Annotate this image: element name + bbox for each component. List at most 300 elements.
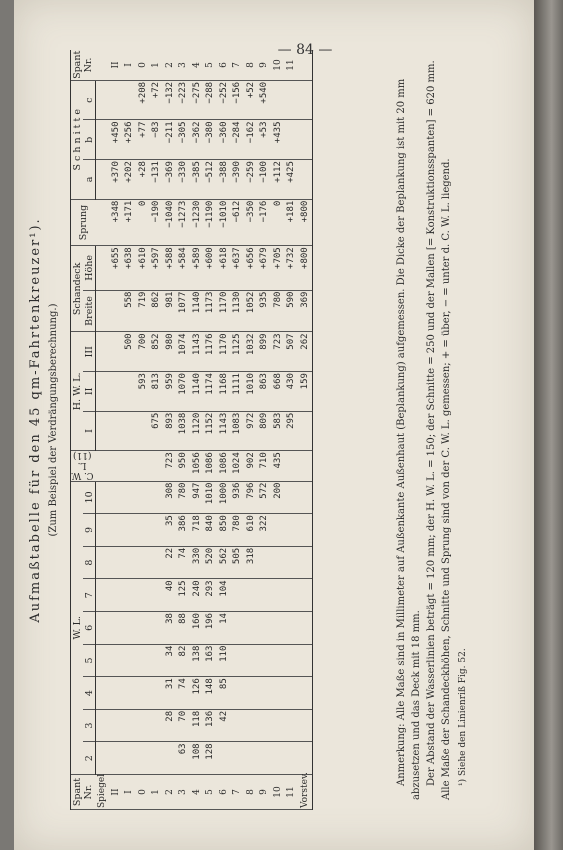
cell-hoehe: +638: [123, 246, 137, 290]
cell-schnitt-c: [299, 80, 313, 120]
cell-wl: [110, 546, 124, 579]
cell-breite: 369: [299, 290, 313, 332]
cell-breite: 590: [285, 290, 299, 332]
cell-breite: 935: [258, 290, 272, 332]
table-row: [164, 50, 178, 810]
cell-wl: 240: [191, 579, 205, 612]
cell-hwl: 700: [137, 332, 151, 372]
cell-cwl: 950: [177, 451, 191, 481]
note-abstand: Der Abstand der Wasserlinien beträgt = 120 mm; der H. W. L. = 150; der Schnitte = 250 und der Mallen [= Konstruktionsspanten] = 620 mm. Alle Maße der Schandeckhöhen, Schnitte und Sprung sind von der C. W. L. gemessen; + = über, − = unter d. C. W. L. liegend.: [426, 60, 452, 800]
cell-schnitt-b: [299, 120, 313, 160]
header-hwl-III: III: [83, 332, 96, 372]
cell-hoehe: +618: [218, 246, 232, 290]
cell-wl: [150, 677, 164, 710]
row-label: 9: [258, 775, 272, 810]
cell-hwl: 675: [150, 411, 164, 451]
cell-cwl: [150, 451, 164, 481]
cell-cwl: [96, 451, 110, 481]
cell-wl: 936: [231, 481, 245, 514]
cell-wl: [96, 579, 110, 612]
header-wl-10: 10: [83, 481, 96, 514]
cell-wl: [137, 742, 151, 775]
cell-wl: 318: [245, 546, 259, 579]
cell-hoehe: +589: [191, 246, 205, 290]
cell-sprung: −1230: [191, 199, 205, 246]
cell-cwl: 902: [245, 451, 259, 481]
book-binding: [534, 0, 563, 850]
cell-schnitt-c: [96, 80, 110, 120]
cell-wl: [299, 612, 313, 645]
cell-wl: [285, 579, 299, 612]
row-label: 5: [204, 775, 218, 810]
cell-wl: [272, 644, 286, 677]
header-schandeck-1: Höhe: [83, 246, 96, 290]
header-cwl: C. W. L. (11): [71, 451, 96, 481]
header-wl: W. L.: [71, 481, 84, 775]
cell-breite: 719: [137, 290, 151, 332]
cell-cwl: [285, 451, 299, 481]
cell-hwl: 980: [164, 332, 178, 372]
cell-hwl: 1074: [177, 332, 191, 372]
cell-wl: [299, 677, 313, 710]
cell-wl: [299, 644, 313, 677]
cell-schnitt-a: −385: [191, 160, 205, 200]
cell-cwl: 1024: [231, 451, 245, 481]
cell-wl: 562: [218, 546, 232, 579]
cell-wl: 505: [231, 546, 245, 579]
row-label: 2: [164, 775, 178, 810]
cell-wl: 1000: [218, 481, 232, 514]
cell-wl: 88: [177, 612, 191, 645]
cell-wl: [110, 514, 124, 547]
row-label-right: 7: [231, 50, 245, 80]
cell-wl: [164, 742, 178, 775]
row-label: 6: [218, 775, 232, 810]
cell-schnitt-b: −211: [164, 120, 178, 160]
cell-schnitt-b: +450: [110, 120, 124, 160]
cell-wl: 35: [164, 514, 178, 547]
cell-wl: [245, 677, 259, 710]
cell-schnitt-a: +112: [272, 160, 286, 200]
cell-hwl: [123, 411, 137, 451]
cell-wl: 196: [204, 612, 218, 645]
cell-wl: [137, 481, 151, 514]
cell-schnitt-b: [96, 120, 110, 160]
cell-wl: [218, 742, 232, 775]
cell-breite: 981: [164, 290, 178, 332]
table-subtitle: (Zum Beispiel der Verdrängungsberechnung.): [48, 303, 59, 537]
cell-wl: [231, 612, 245, 645]
cell-hwl: 863: [258, 372, 272, 412]
header-schandeck: Schandeck: [71, 246, 84, 332]
cell-wl: 42: [218, 709, 232, 742]
cell-schnitt-c: −252: [218, 80, 232, 120]
measurement-table: [70, 50, 313, 810]
cell-wl: 108: [191, 742, 205, 775]
row-label-right: 4: [191, 50, 205, 80]
cell-cwl: 710: [258, 451, 272, 481]
cell-hwl: 593: [137, 372, 151, 412]
cell-breite: 862: [150, 290, 164, 332]
cell-wl: [137, 677, 151, 710]
header-schnitt-c: c: [83, 80, 96, 120]
cell-wl: [245, 612, 259, 645]
cell-schnitt-b: [285, 120, 299, 160]
row-label-right: 10: [272, 50, 286, 80]
header-row-top: [71, 50, 84, 810]
cell-schnitt-c: −223: [177, 80, 191, 120]
cell-wl: [123, 677, 137, 710]
cell-hwl: 1038: [177, 411, 191, 451]
cell-wl: 74: [177, 546, 191, 579]
cell-wl: [272, 579, 286, 612]
cell-wl: 840: [204, 514, 218, 547]
cell-wl: [285, 742, 299, 775]
cell-cwl: [110, 451, 124, 481]
cell-hwl: 1111: [231, 372, 245, 412]
cell-breite: 558: [123, 290, 137, 332]
cell-wl: 1010: [204, 481, 218, 514]
cell-cwl: [299, 451, 313, 481]
header-wl-5: 5: [83, 644, 96, 677]
cell-wl: 34: [164, 644, 178, 677]
header-wl-8: 8: [83, 546, 96, 579]
cell-wl: [96, 644, 110, 677]
table-row: [150, 50, 164, 810]
row-label-right: 2: [164, 50, 178, 80]
cell-hwl: 1143: [191, 332, 205, 372]
cell-schnitt-c: [110, 80, 124, 120]
cell-hwl: 893: [164, 411, 178, 451]
cell-hwl: 1032: [245, 332, 259, 372]
cell-sprung: −612: [231, 199, 245, 246]
header-schnitt-b: b: [83, 120, 96, 160]
cell-wl: 138: [191, 644, 205, 677]
cell-wl: [231, 579, 245, 612]
row-label: I: [123, 775, 137, 810]
cell-wl: [299, 742, 313, 775]
cell-schnitt-b: −362: [191, 120, 205, 160]
row-label: 11: [285, 775, 299, 810]
cell-schnitt-b: −380: [204, 120, 218, 160]
cell-wl: 104: [218, 579, 232, 612]
row-label-right: 8: [245, 50, 259, 80]
header-wl-3: 3: [83, 709, 96, 742]
cell-hwl: 159: [299, 372, 313, 412]
cell-wl: 40: [164, 579, 178, 612]
cell-schnitt-a: −512: [204, 160, 218, 200]
cell-wl: [285, 644, 299, 677]
header-schandeck-0: Breite: [83, 290, 96, 332]
table-row: [285, 50, 299, 810]
cell-sprung: 0: [272, 199, 286, 246]
cell-wl: [123, 612, 137, 645]
cell-sprung: 0: [137, 199, 151, 246]
cell-sprung: −1040: [164, 199, 178, 246]
note-anmerkung: Anmerkung: Alle Maße sind in Millimeter auf Außenkante Außenhaut (Beplankung) aufgemessen. Die Dicke der Beplankung ist mit 20 mm abzusetzen und das Deck mit 18 mm.: [396, 78, 422, 800]
cell-schnitt-c: −156: [231, 80, 245, 120]
header-spant-right: Spant Nr.: [72, 50, 95, 79]
row-label-right: 6: [218, 50, 232, 80]
header-sprung: Sprung: [71, 199, 96, 246]
header-wl-2: 2: [83, 742, 96, 775]
cell-wl: [299, 514, 313, 547]
cell-wl: 118: [191, 709, 205, 742]
cell-hwl: 1120: [191, 411, 205, 451]
header-schnitt-a: a: [83, 160, 96, 200]
cell-hwl: [123, 372, 137, 412]
cell-wl: [123, 481, 137, 514]
cell-hwl: [110, 332, 124, 372]
cell-hwl: 813: [150, 372, 164, 412]
cell-wl: [110, 677, 124, 710]
cell-breite: 1170: [218, 290, 232, 332]
cell-sprung: −350: [245, 199, 259, 246]
cell-wl: [137, 644, 151, 677]
cell-hwl: [137, 411, 151, 451]
cell-hwl: [96, 372, 110, 412]
table-row: [245, 50, 259, 810]
cell-sprung: −176: [258, 199, 272, 246]
cell-hwl: 295: [285, 411, 299, 451]
header-schnitte: S c h n i t t e: [71, 80, 84, 199]
cell-hwl: [110, 411, 124, 451]
cell-hwl: 1143: [218, 411, 232, 451]
cell-hoehe: [96, 246, 110, 290]
row-label-right: [96, 50, 110, 80]
cell-wl: 796: [245, 481, 259, 514]
cell-wl: [258, 677, 272, 710]
cell-hwl: 1170: [218, 332, 232, 372]
cell-sprung: +800: [299, 199, 313, 246]
cell-wl: 136: [204, 709, 218, 742]
cell-hwl: 1174: [204, 372, 218, 412]
row-label-right: 0: [137, 50, 151, 80]
cell-schnitt-a: −330: [177, 160, 191, 200]
row-label-right: 1: [150, 50, 164, 80]
cell-schnitt-b: +53: [258, 120, 272, 160]
cell-schnitt-b: −284: [231, 120, 245, 160]
cell-wl: [96, 514, 110, 547]
cell-breite: [96, 290, 110, 332]
cell-wl: [137, 612, 151, 645]
cell-wl: 322: [258, 514, 272, 547]
header-wl-4: 4: [83, 677, 96, 710]
cell-wl: 85: [218, 677, 232, 710]
footnote: ¹) Siehe den Linienriß Fig. 52.: [458, 648, 468, 786]
cell-hwl: 583: [272, 411, 286, 451]
row-label: 7: [231, 775, 245, 810]
cell-schnitt-a: −369: [164, 160, 178, 200]
cell-sprung: −1010: [218, 199, 232, 246]
cell-hwl: 1010: [245, 372, 259, 412]
row-label-right: 3: [177, 50, 191, 80]
cell-schnitt-a: −390: [231, 160, 245, 200]
cell-wl: [110, 644, 124, 677]
cell-cwl: 1086: [204, 451, 218, 481]
cell-schnitt-c: −288: [204, 80, 218, 120]
cell-hwl: [96, 411, 110, 451]
cell-sprung: +181: [285, 199, 299, 246]
header-hwl-I: I: [83, 411, 96, 451]
cell-wl: [150, 742, 164, 775]
cell-hwl: [110, 372, 124, 412]
cell-schnitt-b: −360: [218, 120, 232, 160]
table-row: [272, 50, 286, 810]
cell-wl: 330: [191, 546, 205, 579]
header-wl-6: 6: [83, 612, 96, 645]
row-label-right: II: [110, 50, 124, 80]
cell-schnitt-a: +28: [137, 160, 151, 200]
table-row: [258, 50, 272, 810]
cell-wl: 148: [204, 677, 218, 710]
cell-schnitt-a: +202: [123, 160, 137, 200]
cell-sprung: −1190: [204, 199, 218, 246]
cell-cwl: 723: [164, 451, 178, 481]
cell-wl: [96, 612, 110, 645]
cell-hwl: 972: [245, 411, 259, 451]
cell-wl: 308: [164, 481, 178, 514]
cell-cwl: 435: [272, 451, 286, 481]
cell-wl: [150, 709, 164, 742]
cell-wl: [150, 514, 164, 547]
cell-hwl: [96, 332, 110, 372]
cell-hwl: 852: [150, 332, 164, 372]
table-row: [96, 50, 110, 810]
cell-wl: [231, 644, 245, 677]
row-label: Vorstev.: [299, 775, 313, 810]
row-label-right: 5: [204, 50, 218, 80]
cell-hoehe: +600: [204, 246, 218, 290]
table-title: Aufmaßtabelle für den 45 qm-Fahrtenkreuzer¹).: [28, 217, 43, 623]
cell-hwl: 262: [299, 332, 313, 372]
cell-wl: 160: [191, 612, 205, 645]
cell-wl: [96, 742, 110, 775]
cell-wl: 125: [177, 579, 191, 612]
cell-sprung: +348: [110, 199, 124, 246]
cell-schnitt-a: −131: [150, 160, 164, 200]
cell-cwl: [137, 451, 151, 481]
cell-wl: [245, 579, 259, 612]
cell-wl: 163: [204, 644, 218, 677]
cell-wl: 780: [177, 481, 191, 514]
cell-wl: [299, 546, 313, 579]
row-label-right: 9: [258, 50, 272, 80]
cell-schnitt-a: +370: [110, 160, 124, 200]
cell-wl: [137, 514, 151, 547]
page-number: — 84 —: [277, 42, 333, 58]
cell-wl: [258, 612, 272, 645]
cell-schnitt-b: −305: [177, 120, 191, 160]
cell-hoehe: +679: [258, 246, 272, 290]
cell-hwl: 507: [285, 332, 299, 372]
cell-wl: 386: [177, 514, 191, 547]
cell-schnitt-a: −259: [245, 160, 259, 200]
cell-wl: [285, 514, 299, 547]
header-row-sub: [83, 50, 96, 810]
cell-wl: [258, 579, 272, 612]
cell-wl: [231, 742, 245, 775]
cell-hwl: [299, 411, 313, 451]
cell-wl: [150, 546, 164, 579]
row-label: 3: [177, 775, 191, 810]
cell-wl: [299, 709, 313, 742]
cell-hwl: 430: [285, 372, 299, 412]
cell-hwl: 723: [272, 332, 286, 372]
cell-schnitt-c: [272, 80, 286, 120]
cell-schnitt-c: −132: [164, 80, 178, 120]
header-hwl-II: II: [83, 372, 96, 412]
row-label-right: I: [123, 50, 137, 80]
cell-wl: [258, 742, 272, 775]
cell-schnitt-b: +256: [123, 120, 137, 160]
cell-wl: [245, 742, 259, 775]
cell-wl: 74: [177, 677, 191, 710]
cell-wl: [285, 481, 299, 514]
cell-hwl: 959: [164, 372, 178, 412]
cell-wl: [285, 546, 299, 579]
cell-schnitt-a: [299, 160, 313, 200]
cell-schnitt-b: −162: [245, 120, 259, 160]
row-label: II: [110, 775, 124, 810]
cell-wl: 22: [164, 546, 178, 579]
cell-wl: [258, 546, 272, 579]
cell-wl: [231, 709, 245, 742]
cell-wl: 200: [272, 481, 286, 514]
cell-wl: [96, 709, 110, 742]
cell-cwl: 1086: [218, 451, 232, 481]
cell-hwl: 668: [272, 372, 286, 412]
cell-wl: 293: [204, 579, 218, 612]
cell-wl: [285, 677, 299, 710]
cell-wl: [285, 709, 299, 742]
cell-schnitt-a: −100: [258, 160, 272, 200]
cell-wl: [96, 677, 110, 710]
cell-sprung: −1273: [177, 199, 191, 246]
rotated-table-block: [22, 30, 502, 810]
cell-breite: 1130: [231, 290, 245, 332]
cell-hwl: 1140: [191, 372, 205, 412]
table-row: [299, 50, 313, 810]
cell-wl: 718: [191, 514, 205, 547]
cell-wl: [150, 579, 164, 612]
cell-wl: [258, 644, 272, 677]
cell-schnitt-b: +435: [272, 120, 286, 160]
table-row: [123, 50, 137, 810]
cell-hoehe: +655: [110, 246, 124, 290]
cell-hwl: 809: [258, 411, 272, 451]
cell-wl: [150, 644, 164, 677]
cell-wl: [272, 546, 286, 579]
cell-hoehe: +637: [231, 246, 245, 290]
notes-block: [394, 50, 471, 800]
cell-hwl: 500: [123, 332, 137, 372]
cell-schnitt-a: −388: [218, 160, 232, 200]
cell-hoehe: +732: [285, 246, 299, 290]
cell-breite: 1077: [177, 290, 191, 332]
row-label: 1: [150, 775, 164, 810]
cell-wl: [123, 579, 137, 612]
cell-wl: 82: [177, 644, 191, 677]
cell-wl: 520: [204, 546, 218, 579]
row-label-right: [299, 50, 313, 80]
cell-hwl: 1083: [231, 411, 245, 451]
cell-wl: [110, 612, 124, 645]
table-row: [110, 50, 124, 810]
cell-wl: [96, 481, 110, 514]
table-row: [177, 50, 191, 810]
cell-wl: [110, 709, 124, 742]
